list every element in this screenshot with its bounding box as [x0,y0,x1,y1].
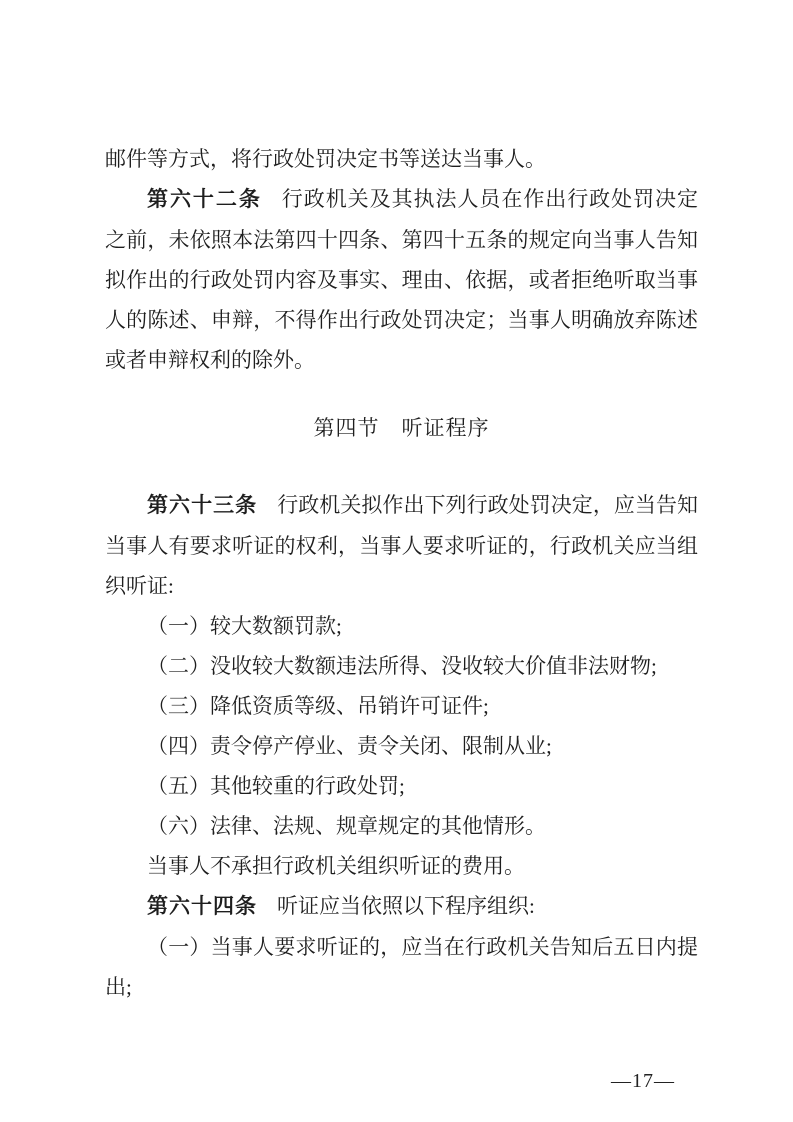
document-text-block [105,139,698,1007]
paragraph-continuation-line: 邮件等方式，将行政处罚决定书等送达当事人。 [105,147,546,171]
page-number: —17— [611,1070,675,1092]
article-63-item-2: （二）没收较大数额违法所得、没收较大价值非法财物; [147,654,657,678]
article-63-line-3: 织听证: [105,574,174,598]
article-64-label: 第六十四条 [147,895,257,918]
article-63-closing-line: 当事人不承担行政机关组织听证的费用。 [147,854,525,878]
article-62-line-1-text: 行政机关及其执法人员在作出行政处罚决定 [281,187,699,211]
article-64-intro-text: 听证应当依照以下程序组织: [277,894,535,918]
section-heading: 第四节 听证程序 [313,416,490,440]
article-62-line-5: 或者申辩权利的除外。 [105,348,315,372]
article-62-label: 第六十二条 [147,188,262,211]
article-62-line-1 [105,179,698,220]
article-63-item-1: （一）较大数额罚款; [147,614,342,638]
article-63-line-1-text: 行政机关拟作出下列行政处罚决定，应当告知 [277,493,699,517]
article-63-item-3: （三）降低资质等级、吊销许可证件; [147,694,489,718]
article-63-label: 第六十三条 [147,494,258,517]
article-62-line-2: 之前，未依照本法第四十四条、第四十五条的规定向当事人告知 [105,228,698,252]
article-63-item-5: （五）其他较重的行政处罚; [147,774,405,798]
article-63-line-1 [105,485,698,526]
article-62-line-3: 拟作出的行政处罚内容及事实、理由、依据，或者拒绝听取当事 [105,268,698,292]
article-62-line-4: 人的陈述、申辩，不得作出行政处罚决定；当事人明确放弃陈述 [105,308,698,332]
article-64-line-1 [105,886,698,927]
article-63-line-2: 当事人有要求听证的权利，当事人要求听证的，行政机关应当组 [105,534,698,558]
article-64-item-line-2: 出; [105,975,132,999]
article-63-item-6: （六）法律、法规、规章规定的其他情形。 [147,814,546,838]
article-64-item-line-1: （一）当事人要求听证的，应当在行政机关告知后五日内提 [147,935,698,959]
article-63-item-4: （四）责令停产停业、责令关闭、限制从业; [147,734,552,758]
